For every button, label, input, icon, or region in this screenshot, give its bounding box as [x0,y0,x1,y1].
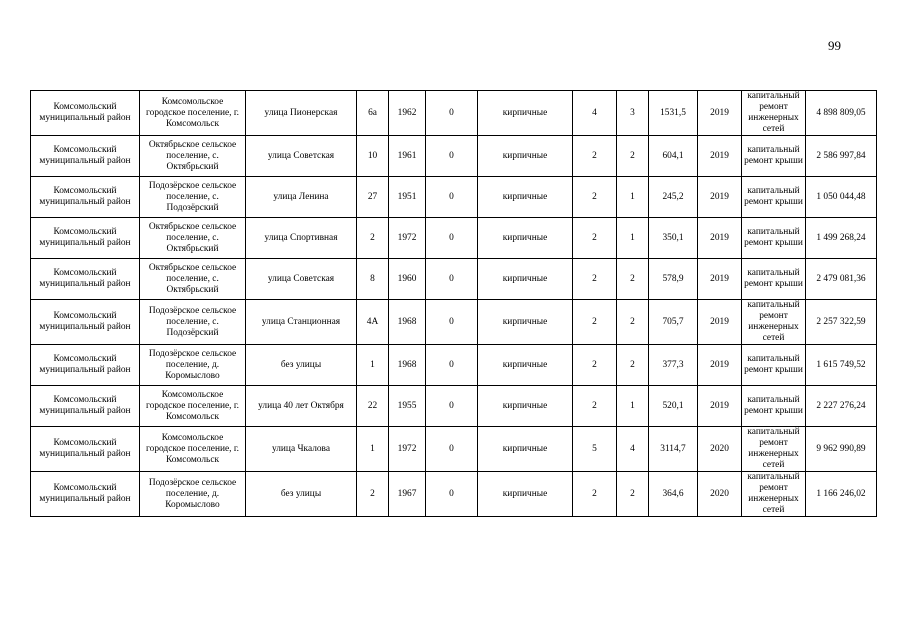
cell-work-type: капитальный ремонт крыши [742,259,806,300]
cell-floors: 2 [573,300,617,345]
table-row [31,300,877,345]
cell-work-type: капитальный ремонт крыши [742,218,806,259]
cell-wall-material: кирпичные [478,300,573,345]
cell-wall-material: кирпичные [478,427,573,472]
cell-entrances: 2 [617,345,649,386]
cell-cost: 2 257 322,59 [806,300,877,345]
cell-wall-material: кирпичные [478,386,573,427]
cell-work-type: капитальный ремонт крыши [742,177,806,218]
cell-house-number: 22 [357,386,389,427]
cell-settlement: Комсомольское городское поселение, г. Комсомольск [140,427,246,472]
cell-wall-material: кирпичные [478,177,573,218]
cell-floors: 2 [573,472,617,517]
cell-work-type: капитальный ремонт инженерных сетей [742,300,806,345]
cell-district: Комсомольский муниципальный район [31,91,140,136]
cell-entrances: 1 [617,386,649,427]
cell-house-number: 4А [357,300,389,345]
cell-build-year: 1968 [389,300,426,345]
cell-settlement: Комсомольское городское поселение, г. Комсомольск [140,91,246,136]
cell-district: Комсомольский муниципальный район [31,472,140,517]
cell-street: улица 40 лет Октября [246,386,357,427]
cell-area: 1531,5 [649,91,698,136]
cell-value-zero: 0 [426,136,478,177]
cell-entrances: 2 [617,472,649,517]
cell-settlement: Подозёрское сельское поселение, д. Коромыслово [140,472,246,517]
cell-floors: 2 [573,386,617,427]
cell-area: 364,6 [649,472,698,517]
cell-district: Комсомольский муниципальный район [31,177,140,218]
cell-build-year: 1955 [389,386,426,427]
cell-year: 2020 [698,427,742,472]
cell-build-year: 1951 [389,177,426,218]
cell-area: 350,1 [649,218,698,259]
cell-street: улица Пионерская [246,91,357,136]
cell-floors: 5 [573,427,617,472]
cell-district: Комсомольский муниципальный район [31,259,140,300]
cell-wall-material: кирпичные [478,472,573,517]
cell-street: улица Ленина [246,177,357,218]
cell-year: 2019 [698,300,742,345]
cell-build-year: 1961 [389,136,426,177]
cell-district: Комсомольский муниципальный район [31,136,140,177]
cell-area: 604,1 [649,136,698,177]
cell-house-number: 6а [357,91,389,136]
cell-cost: 1 166 246,02 [806,472,877,517]
table-row [31,472,877,517]
cell-cost: 1 050 044,48 [806,177,877,218]
cell-entrances: 1 [617,218,649,259]
table-row [31,386,877,427]
cell-street: улица Спортивная [246,218,357,259]
cell-house-number: 2 [357,472,389,517]
cell-floors: 4 [573,91,617,136]
cell-work-type: капитальный ремонт инженерных сетей [742,91,806,136]
cell-year: 2020 [698,472,742,517]
cell-area: 3114,7 [649,427,698,472]
cell-value-zero: 0 [426,300,478,345]
cell-district: Комсомольский муниципальный район [31,345,140,386]
cell-area: 705,7 [649,300,698,345]
table-row [31,427,877,472]
cell-district: Комсомольский муниципальный район [31,386,140,427]
table-row [31,259,877,300]
cell-year: 2019 [698,259,742,300]
cell-district: Комсомольский муниципальный район [31,300,140,345]
cell-cost: 4 898 809,05 [806,91,877,136]
cell-entrances: 2 [617,136,649,177]
page-number: 99 [828,38,841,53]
cell-work-type: капитальный ремонт инженерных сетей [742,427,806,472]
cell-area: 245,2 [649,177,698,218]
cell-settlement: Октябрьское сельское поселение, с. Октябрьский [140,218,246,259]
cell-work-type: капитальный ремонт крыши [742,386,806,427]
cell-wall-material: кирпичные [478,345,573,386]
table-row [31,177,877,218]
cell-settlement: Подозёрское сельское поселение, д. Коромыслово [140,345,246,386]
cell-district: Комсомольский муниципальный район [31,427,140,472]
cell-settlement: Подозёрское сельское поселение, с. Подозёрский [140,300,246,345]
cell-build-year: 1968 [389,345,426,386]
cell-value-zero: 0 [426,345,478,386]
cell-floors: 2 [573,177,617,218]
cell-house-number: 8 [357,259,389,300]
cell-value-zero: 0 [426,91,478,136]
cell-entrances: 3 [617,91,649,136]
cell-build-year: 1967 [389,472,426,517]
cell-cost: 2 479 081,36 [806,259,877,300]
cell-settlement: Комсомольское городское поселение, г. Комсомольск [140,386,246,427]
cell-district: Комсомольский муниципальный район [31,218,140,259]
table-row [31,218,877,259]
cell-year: 2019 [698,345,742,386]
cell-floors: 2 [573,345,617,386]
cell-build-year: 1960 [389,259,426,300]
cell-area: 377,3 [649,345,698,386]
cell-build-year: 1972 [389,427,426,472]
cell-entrances: 4 [617,427,649,472]
cell-area: 578,9 [649,259,698,300]
cell-floors: 2 [573,136,617,177]
cell-cost: 2 586 997,84 [806,136,877,177]
cell-year: 2019 [698,91,742,136]
cell-value-zero: 0 [426,218,478,259]
table-row [31,136,877,177]
cell-floors: 2 [573,259,617,300]
cell-wall-material: кирпичные [478,218,573,259]
cell-floors: 2 [573,218,617,259]
cell-entrances: 1 [617,177,649,218]
cell-build-year: 1972 [389,218,426,259]
cell-year: 2019 [698,177,742,218]
cell-entrances: 2 [617,300,649,345]
cell-work-type: капитальный ремонт крыши [742,136,806,177]
cell-settlement: Октябрьское сельское поселение, с. Октябрьский [140,259,246,300]
cell-work-type: капитальный ремонт крыши [742,345,806,386]
housing-repair-table [30,90,877,517]
cell-value-zero: 0 [426,472,478,517]
cell-wall-material: кирпичные [478,259,573,300]
cell-year: 2019 [698,136,742,177]
cell-street: улица Советская [246,259,357,300]
cell-street: улица Станционная [246,300,357,345]
cell-street: улица Советская [246,136,357,177]
cell-street: без улицы [246,345,357,386]
cell-wall-material: кирпичные [478,91,573,136]
cell-value-zero: 0 [426,386,478,427]
cell-settlement: Октябрьское сельское поселение, с. Октябрьский [140,136,246,177]
cell-house-number: 27 [357,177,389,218]
cell-area: 520,1 [649,386,698,427]
cell-house-number: 10 [357,136,389,177]
cell-value-zero: 0 [426,177,478,218]
cell-work-type: капитальный ремонт инженерных сетей [742,472,806,517]
cell-cost: 2 227 276,24 [806,386,877,427]
cell-value-zero: 0 [426,259,478,300]
cell-build-year: 1962 [389,91,426,136]
cell-wall-material: кирпичные [478,136,573,177]
cell-value-zero: 0 [426,427,478,472]
cell-cost: 9 962 990,89 [806,427,877,472]
cell-settlement: Подозёрское сельское поселение, с. Подозёрский [140,177,246,218]
table-body [31,91,877,517]
cell-street: улица Чкалова [246,427,357,472]
table-row [31,91,877,136]
cell-house-number: 2 [357,218,389,259]
cell-street: без улицы [246,472,357,517]
cell-house-number: 1 [357,345,389,386]
table-row [31,345,877,386]
cell-cost: 1 499 268,24 [806,218,877,259]
cell-house-number: 1 [357,427,389,472]
cell-cost: 1 615 749,52 [806,345,877,386]
cell-year: 2019 [698,386,742,427]
cell-year: 2019 [698,218,742,259]
cell-entrances: 2 [617,259,649,300]
